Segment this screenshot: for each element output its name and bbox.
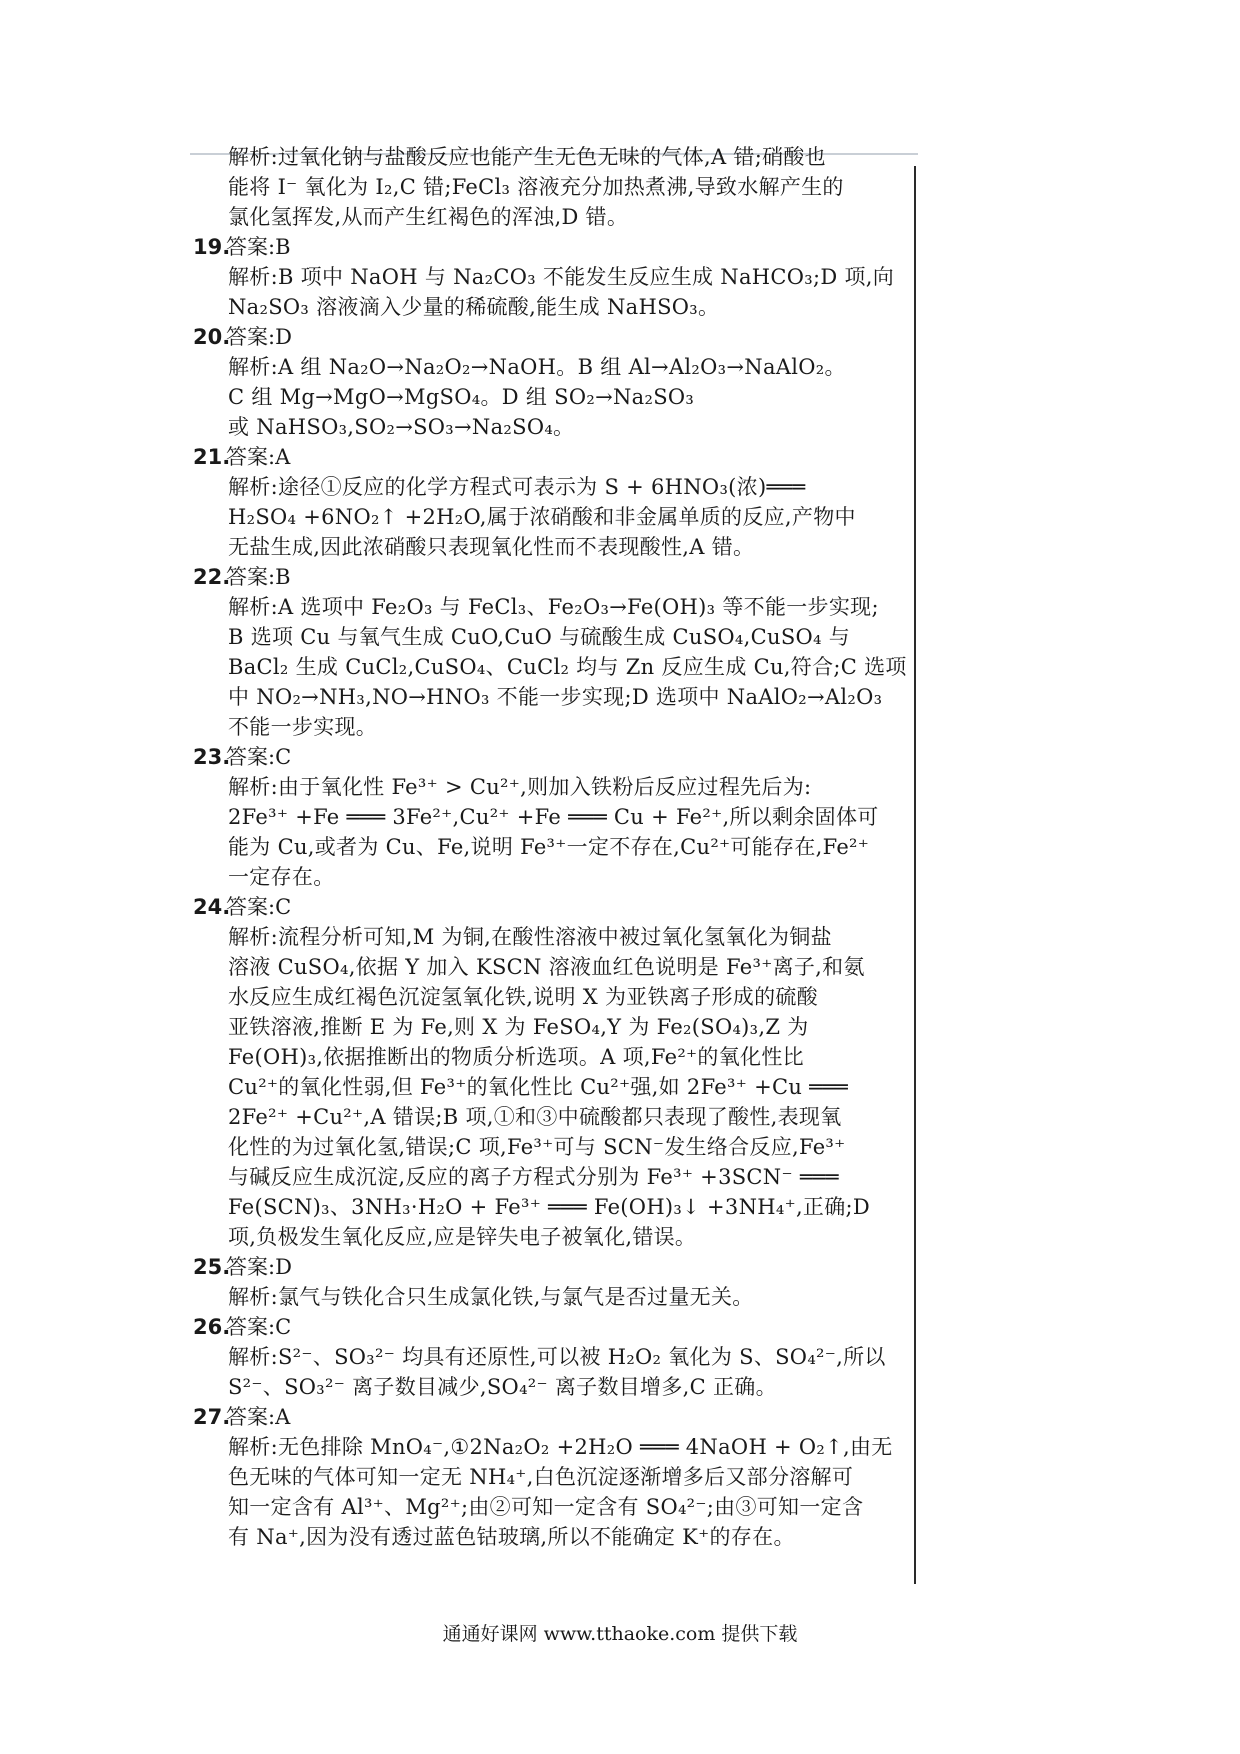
analysis-line: 解析:流程分析可知,M 为铜,在酸性溶液中被过氧化氢氧化为铜盐 <box>228 925 832 949</box>
analysis-line: 解析:无色排除 MnO₄⁻,①2Na₂O₂ +2H₂O ═══ 4NaOH + O₂↑,由无 <box>228 1435 893 1459</box>
question-number: 20. <box>193 325 231 349</box>
analysis-line: 2Fe²⁺ +Cu²⁺,A 错误;B 项,①和③中硫酸都只表现了酸性,表现氧 <box>228 1105 842 1129</box>
analysis-line: 项,负极发生氧化反应,应是锌失电子被氧化,错误。 <box>228 1225 697 1249</box>
analysis-line: 中 NO₂→NH₃,NO→HNO₃ 不能一步实现;D 选项中 NaAlO₂→Al₂O₃ <box>228 685 883 709</box>
analysis-line: 解析:过氧化钠与盐酸反应也能产生无色无味的气体,A 错;硝酸也 <box>228 145 826 169</box>
question-number: 26. <box>193 1315 231 1339</box>
analysis-line: 解析:B 项中 NaOH 与 Na₂CO₃ 不能发生反应生成 NaHCO₃;D 项,向 <box>228 265 895 289</box>
analysis-line: 不能一步实现。 <box>228 715 378 739</box>
analysis-line: 化性的为过氧化氢,错误;C 项,Fe³⁺可与 SCN⁻发生络合反应,Fe³⁺ <box>228 1135 846 1159</box>
analysis-line: 溶液 CuSO₄,依据 Y 加入 KSCN 溶液血红色说明是 Fe³⁺离子,和氨 <box>228 955 865 979</box>
analysis-line: Fe(SCN)₃、3NH₃·H₂O + Fe³⁺ ═══ Fe(OH)₃↓ +3NH₄⁺,正确;D <box>228 1195 871 1219</box>
analysis-line: H₂SO₄ +6NO₂↑ +2H₂O,属于浓硝酸和非金属单质的反应,产物中 <box>228 505 856 529</box>
analysis-line: 能为 Cu,或者为 Cu、Fe,说明 Fe³⁺一定不存在,Cu²⁺可能存在,Fe²⁺ <box>228 835 870 859</box>
analysis-line: 亚铁溶液,推断 E 为 Fe,则 X 为 FeSO₄,Y 为 Fe₂(SO₄)₃,Z 为 <box>228 1015 809 1039</box>
analysis-line: 解析:A 组 Na₂O→Na₂O₂→NaOH。B 组 Al→Al₂O₃→NaAlO₂。 <box>228 355 846 379</box>
analysis-line: 氯化氢挥发,从而产生红褐色的浑浊,D 错。 <box>228 205 629 229</box>
analysis-line: 或 NaHSO₃,SO₂→SO₃→Na₂SO₄。 <box>228 415 575 439</box>
question-number: 25. <box>193 1255 231 1279</box>
analysis-line: 解析:途径①反应的化学方程式可表示为 S + 6HNO₃(浓)═══ <box>228 475 806 499</box>
analysis-line: 解析:由于氧化性 Fe³⁺ > Cu²⁺,则加入铁粉后反应过程先后为: <box>228 775 812 799</box>
answer-label: 答案:A <box>226 1405 291 1429</box>
analysis-line: B 选项 Cu 与氧气生成 CuO,CuO 与硫酸生成 CuSO₄,CuSO₄ 与 <box>228 625 851 649</box>
analysis-line: 解析:A 选项中 Fe₂O₃ 与 FeCl₃、Fe₂O₃→Fe(OH)₃ 等不能一步实现; <box>228 595 879 619</box>
analysis-line: 无盐生成,因此浓硝酸只表现氧化性而不表现酸性,A 错。 <box>228 535 755 559</box>
question-number: 19. <box>193 235 231 259</box>
question-number: 24. <box>193 895 231 919</box>
answer-label: 答案:D <box>226 325 292 349</box>
answer-label: 答案:C <box>226 895 292 919</box>
analysis-line: BaCl₂ 生成 CuCl₂,CuSO₄、CuCl₂ 均与 Zn 反应生成 Cu,符合;C 选项 <box>228 655 907 679</box>
margin-rule <box>914 166 916 1584</box>
question-number: 21. <box>193 445 231 469</box>
question-number: 23. <box>193 745 231 769</box>
answer-label: 答案:C <box>226 1315 292 1339</box>
answer-label: 答案:B <box>226 235 291 259</box>
answer-label: 答案:A <box>226 445 291 469</box>
question-number: 22. <box>193 565 231 589</box>
analysis-line: 有 Na⁺,因为没有透过蓝色钴玻璃,所以不能确定 K⁺的存在。 <box>228 1525 795 1549</box>
analysis-line: 知一定含有 Al³⁺、Mg²⁺;由②可知一定含有 SO₄²⁻;由③可知一定含 <box>228 1495 864 1519</box>
answer-label: 答案:B <box>226 565 291 589</box>
analysis-line: 2Fe³⁺ +Fe ═══ 3Fe²⁺,Cu²⁺ +Fe ═══ Cu + Fe²⁺,所以剩余固体可 <box>228 805 879 829</box>
analysis-line: 与碱反应生成沉淀,反应的离子方程式分别为 Fe³⁺ +3SCN⁻ ═══ <box>228 1165 839 1189</box>
analysis-line: S²⁻、SO₃²⁻ 离子数目减少,SO₄²⁻ 离子数目增多,C 正确。 <box>228 1375 777 1399</box>
answer-label: 答案:D <box>226 1255 292 1279</box>
analysis-line: Cu²⁺的氧化性弱,但 Fe³⁺的氧化性比 Cu²⁺强,如 2Fe³⁺ +Cu ═══ <box>228 1075 849 1099</box>
analysis-line: 水反应生成红褐色沉淀氢氧化铁,说明 X 为亚铁离子形成的硫酸 <box>228 985 818 1009</box>
analysis-line: Na₂SO₃ 溶液滴入少量的稀硫酸,能生成 NaHSO₃。 <box>228 295 720 319</box>
analysis-line: C 组 Mg→MgO→MgSO₄。D 组 SO₂→Na₂SO₃ <box>228 385 695 409</box>
question-number: 27. <box>193 1405 231 1429</box>
analysis-line: Fe(OH)₃,依据推断出的物质分析选项。A 项,Fe²⁺的氧化性比 <box>228 1045 804 1069</box>
analysis-line: 色无味的气体可知一定无 NH₄⁺,白色沉淀逐渐增多后又部分溶解可 <box>228 1465 854 1489</box>
answer-label: 答案:C <box>226 745 292 769</box>
analysis-line: 能将 I⁻ 氧化为 I₂,C 错;FeCl₃ 溶液充分加热煮沸,导致水解产生的 <box>228 175 844 199</box>
footer-credit: 通通好课网 www.tthaoke.com 提供下载 <box>442 1623 798 1645</box>
analysis-line: 解析:S²⁻、SO₃²⁻ 均具有还原性,可以被 H₂O₂ 氧化为 S、SO₄²⁻,所以 <box>228 1345 886 1369</box>
analysis-line: 解析:氯气与铁化合只生成氯化铁,与氯气是否过量无关。 <box>228 1285 754 1309</box>
analysis-line: 一定存在。 <box>228 865 335 889</box>
